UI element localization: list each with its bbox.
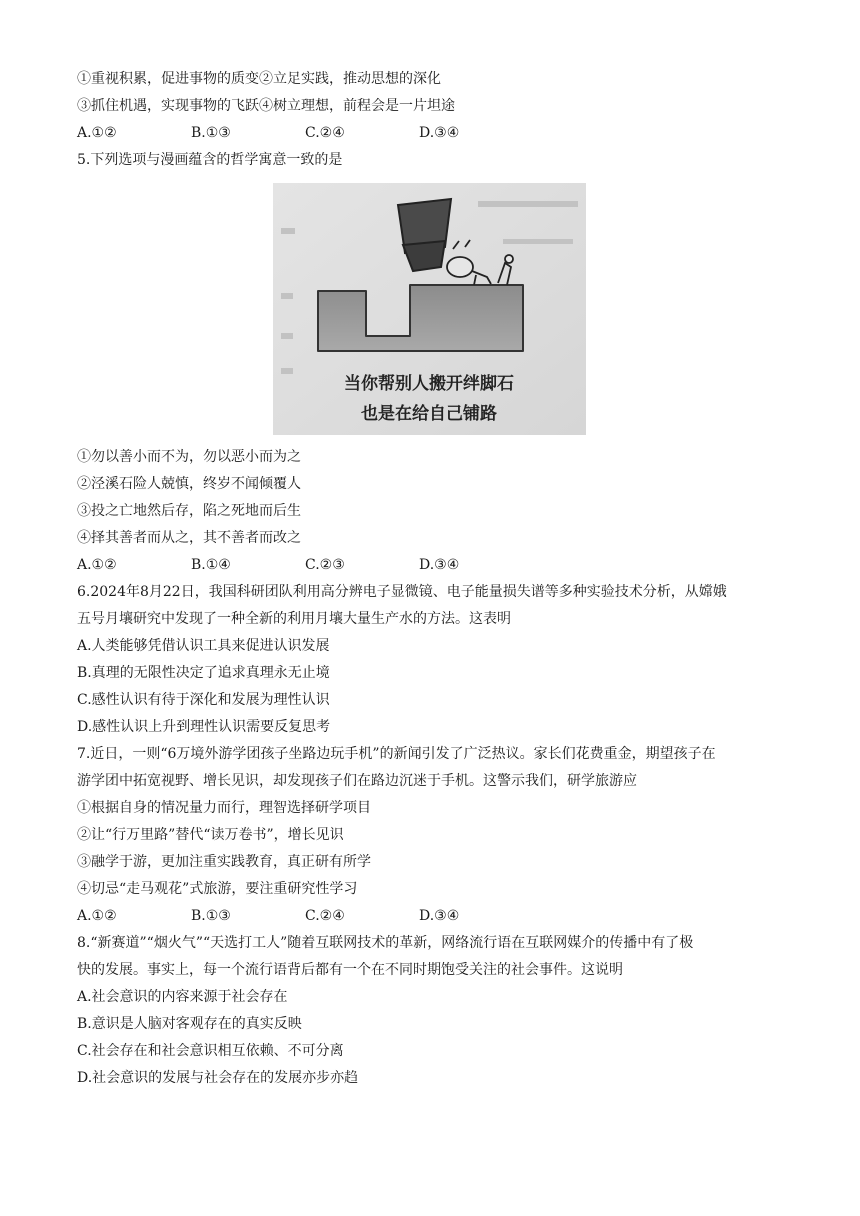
q7-statement-1: ①根据自身的情况量力而行，理智选择研学项目 [77, 800, 371, 816]
q8-stem-line-1: 8.“新赛道”“烟火气”“天选打工人”随着互联网技术的革新，网络流行语在互联网媒介的传播中有了极 [77, 935, 694, 951]
cartoon-caption-line-2: 也是在给自己铺路 [361, 404, 497, 424]
q7-options [77, 907, 577, 927]
q5-options [77, 556, 577, 576]
q8-choice-a: A.社会意识的内容来源于社会存在 [77, 989, 288, 1005]
q5-statement-3: ③投之亡地然后存，陷之死地而后生 [77, 503, 301, 519]
q7-statement-2: ②让“行万里路”替代“读万卷书”，增长见识 [77, 827, 344, 843]
q4-option-b: B.①③ [191, 125, 231, 141]
q5-statement-1: ①勿以善小而不为，勿以恶小而为之 [77, 449, 301, 465]
q4-option-a: A.①② [77, 125, 117, 141]
q4-options [77, 124, 577, 144]
q5-option-a: A.①② [77, 557, 117, 573]
cartoon-illustration [273, 183, 586, 435]
q5-option-b: B.①④ [191, 557, 231, 573]
q5-option-d: D.③④ [419, 557, 460, 573]
q8-choice-b: B.意识是人脑对客观存在的真实反映 [77, 1016, 302, 1032]
q7-option-c: C.②④ [305, 908, 345, 924]
q7-option-b: B.①③ [191, 908, 231, 924]
q5-stem: 5.下列选项与漫画蕴含的哲学寓意一致的是 [77, 152, 343, 168]
q8-choice-d: D.社会意识的发展与社会存在的发展亦步亦趋 [77, 1070, 359, 1086]
q4-statement-line-1: ①重视积累，促进事物的质变②立足实践，推动思想的深化 [77, 71, 441, 87]
cartoon-caption-line-1: 当你帮别人搬开绊脚石 [344, 374, 514, 394]
q7-statement-4: ④切忌“走马观花”式旅游，要注重研究性学习 [77, 881, 358, 897]
q4-statement-line-2: ③抓住机遇，实现事物的飞跃④树立理想，前程会是一片坦途 [77, 98, 455, 114]
q6-choice-b: B.真理的无限性决定了追求真理永无止境 [77, 665, 330, 681]
q7-stem-line-1: 7.近日，一则“6万境外游学团孩子坐路边玩手机”的新闻引发了广泛热议。家长们花费重金，期望孩子在 [77, 746, 716, 762]
q7-option-d: D.③④ [419, 908, 460, 924]
q6-choice-a: A.人类能够凭借认识工具来促进认识发展 [77, 638, 330, 654]
q5-cartoon [273, 183, 586, 435]
q7-option-a: A.①② [77, 908, 117, 924]
q6-choice-d: D.感性认识上升到理性认识需要反复思考 [77, 719, 331, 735]
q8-choice-c: C.社会存在和社会意识相互依赖、不可分离 [77, 1043, 344, 1059]
q8-stem-line-2: 快的发展。事实上，每一个流行语背后都有一个在不同时期饱受关注的社会事件。这说明 [77, 962, 623, 978]
q7-stem-line-2: 游学团中拓宽视野、增长见识，却发现孩子们在路边沉迷于手机。这警示我们，研学旅游应 [77, 773, 637, 789]
q6-stem-line-1: 6.2024年8月22日，我国科研团队利用高分辨电子显微镜、电子能量损失谱等多种实验技术分析，从嫦娥 [77, 584, 727, 600]
q4-option-c: C.②④ [305, 125, 345, 141]
q5-option-c: C.②③ [305, 557, 345, 573]
q6-stem-line-2: 五号月壤研究中发现了一种全新的利用月壤大量生产水的方法。这表明 [77, 611, 511, 627]
q4-option-d: D.③④ [419, 125, 460, 141]
q5-statement-4: ④择其善者而从之，其不善者而改之 [77, 530, 301, 546]
q7-statement-3: ③融学于游，更加注重实践教育，真正研有所学 [77, 854, 371, 870]
q6-choice-c: C.感性认识有待于深化和发展为理性认识 [77, 692, 330, 708]
q5-statement-2: ②泾溪石险人兢慎，终岁不闻倾覆人 [77, 476, 301, 492]
ground-with-pit [318, 285, 523, 351]
